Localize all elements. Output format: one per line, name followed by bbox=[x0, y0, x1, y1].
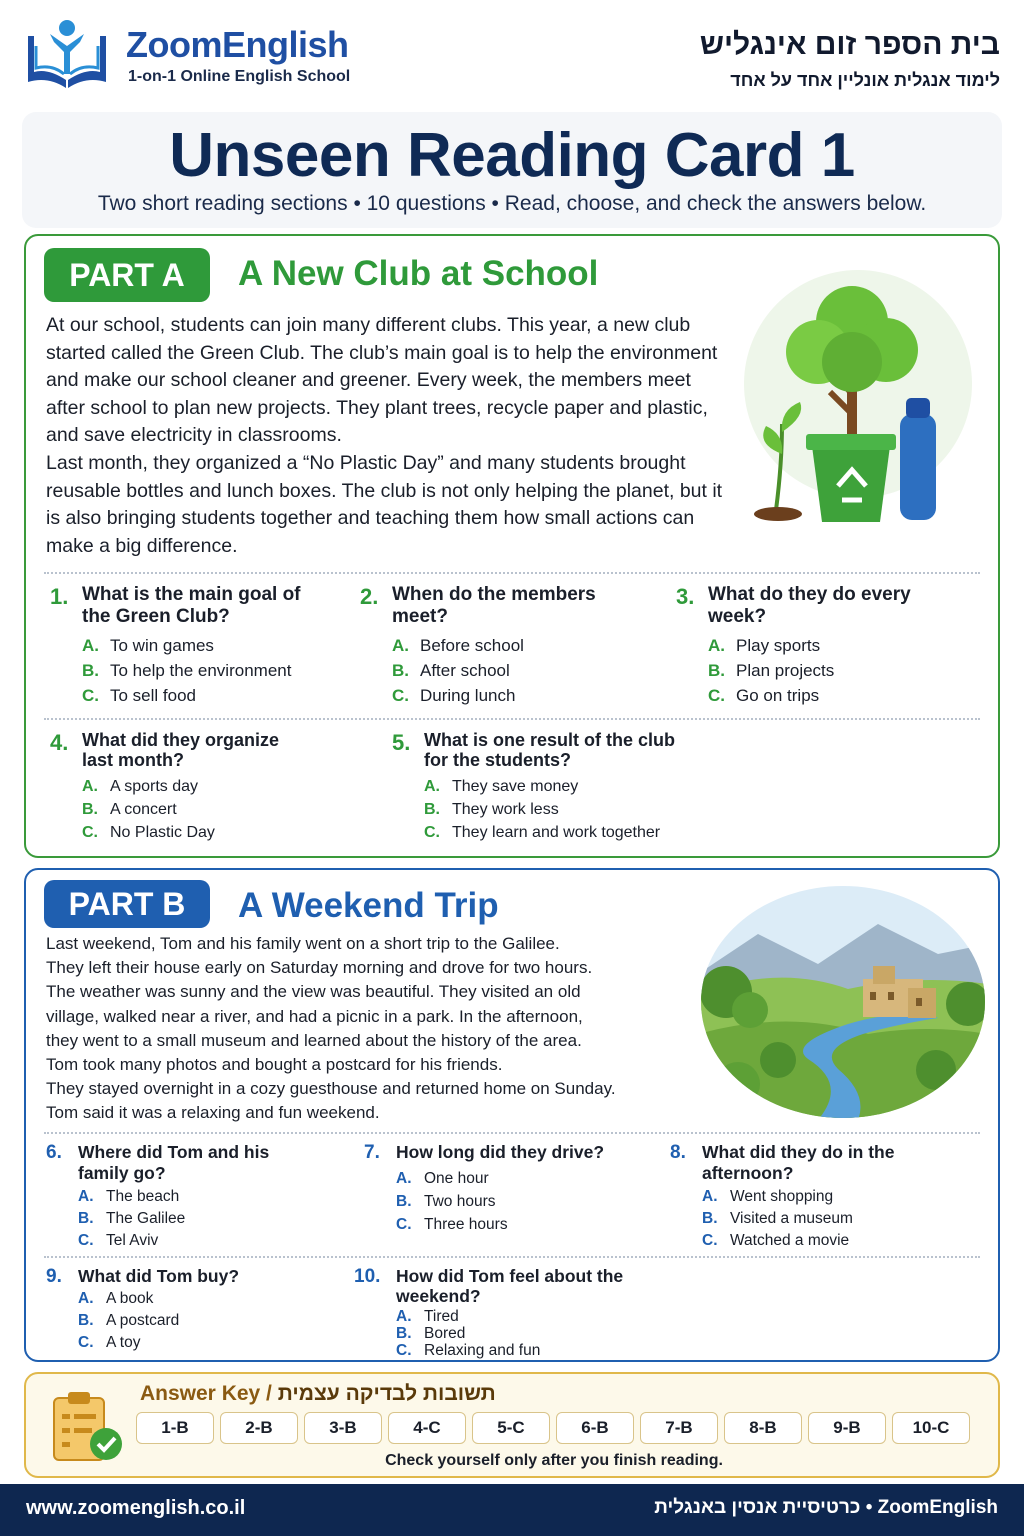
option-text: Play sports bbox=[736, 636, 821, 655]
passage-line: Last weekend, Tom and his family went on a short trip to the Galilee. bbox=[46, 934, 560, 953]
option-text: They save money bbox=[452, 778, 579, 795]
question-number: 8. bbox=[670, 1142, 686, 1163]
passage-line: village, walked near a river, and had a picnic in a park. In the afternoon, bbox=[46, 1006, 583, 1026]
answer-cell: 1-B bbox=[136, 1412, 214, 1444]
divider bbox=[44, 1256, 980, 1258]
answer-cell: 6-B bbox=[556, 1412, 634, 1444]
option-text: A sports day bbox=[110, 778, 199, 795]
hebrew-subtitle: לימוד אנגלית אונליין אחד על אחד bbox=[730, 70, 1000, 90]
option-letter: B. bbox=[78, 1210, 94, 1227]
brand-name: ZoomEnglish bbox=[126, 24, 349, 65]
answer-cell: 5-C bbox=[472, 1412, 550, 1444]
option-b[interactable] bbox=[82, 661, 291, 681]
option-letter: C. bbox=[82, 686, 99, 705]
option-letter: A. bbox=[396, 1308, 412, 1325]
option-text: Go on trips bbox=[736, 686, 820, 705]
option-text: Relaxing and fun bbox=[424, 1342, 541, 1359]
footer-website-link[interactable]: www.zoomenglish.co.il bbox=[26, 1497, 246, 1519]
option-a[interactable] bbox=[396, 1308, 459, 1325]
option-letter: C. bbox=[78, 1334, 94, 1351]
question-number: 10. bbox=[354, 1266, 381, 1287]
answer-key-title-text: Answer Key / bbox=[140, 1382, 278, 1405]
question-number: 5. bbox=[392, 730, 411, 755]
footer bbox=[0, 1484, 1024, 1536]
option-a[interactable] bbox=[82, 778, 198, 796]
option-a[interactable] bbox=[708, 636, 820, 656]
option-text: A book bbox=[106, 1290, 154, 1307]
option-letter: C. bbox=[78, 1232, 94, 1249]
question-9 bbox=[46, 1266, 336, 1352]
option-letter: C. bbox=[396, 1216, 412, 1233]
option-text: Watched a movie bbox=[730, 1232, 850, 1249]
answer-cell: 8-B bbox=[724, 1412, 802, 1444]
option-text: After school bbox=[420, 661, 510, 680]
answer-key-note: Check yourself only after you finish reading. bbox=[385, 1452, 723, 1469]
page-subtitle: Two short reading sections • 10 questions • Read, choose, and check the answers below. bbox=[97, 192, 927, 215]
option-a[interactable] bbox=[396, 1170, 489, 1188]
option-letter: B. bbox=[78, 1312, 94, 1329]
divider bbox=[44, 718, 980, 720]
answer-key-cells bbox=[136, 1412, 972, 1446]
part-b-section bbox=[24, 868, 1000, 1362]
option-c[interactable] bbox=[396, 1216, 508, 1234]
answer-cell: 4-C bbox=[388, 1412, 466, 1444]
option-text: The beach bbox=[106, 1188, 180, 1205]
option-letter: B. bbox=[424, 801, 440, 818]
option-text: Plan projects bbox=[736, 661, 835, 680]
part-b-title: A Weekend Trip bbox=[238, 886, 499, 925]
question-text: When do the members meet? bbox=[392, 584, 596, 627]
answer-cell: 2-B bbox=[220, 1412, 298, 1444]
option-a[interactable] bbox=[392, 636, 524, 656]
question-number: 9. bbox=[46, 1266, 62, 1287]
option-text: No Plastic Day bbox=[110, 824, 215, 841]
answer-key-section bbox=[24, 1372, 1000, 1478]
option-text: Three hours bbox=[424, 1216, 508, 1233]
option-text: During lunch bbox=[420, 686, 516, 705]
option-text: A toy bbox=[106, 1334, 141, 1351]
part-b-passage bbox=[46, 932, 686, 1126]
question-number: 7. bbox=[364, 1142, 380, 1163]
option-letter: C. bbox=[396, 1342, 412, 1359]
option-letter: A. bbox=[82, 636, 99, 655]
page-title: Unseen Reading Card 1 bbox=[169, 121, 855, 190]
option-a[interactable] bbox=[702, 1188, 833, 1206]
passage-paragraph: Last month, they organized a “No Plastic Day” and many students brought reusable bottles and lunch boxes. The club is not only helping the planet, but it is also bringing students together and teaching them how small actions can make a big difference. bbox=[46, 451, 723, 557]
question-text: What is the main goal of the Green Club? bbox=[82, 584, 301, 627]
option-c[interactable] bbox=[392, 686, 515, 706]
option-letter: C. bbox=[392, 686, 409, 705]
question-number: 6. bbox=[46, 1142, 62, 1163]
option-text: Bored bbox=[424, 1325, 466, 1342]
question-7 bbox=[364, 1142, 654, 1248]
option-letter: C. bbox=[702, 1232, 718, 1249]
question-number: 1. bbox=[50, 584, 69, 609]
part-b-badge: PART B bbox=[44, 880, 210, 928]
option-letter: C. bbox=[424, 824, 440, 841]
hebrew-title: בית הספר זום אינגליש bbox=[699, 28, 1000, 61]
option-c[interactable] bbox=[424, 824, 660, 842]
question-text: What did Tom buy? bbox=[78, 1266, 240, 1286]
part-a-passage bbox=[46, 312, 726, 560]
question-2 bbox=[360, 584, 650, 704]
option-text: Before school bbox=[420, 636, 524, 655]
part-a-title: A New Club at School bbox=[238, 254, 599, 293]
option-letter: A. bbox=[396, 1170, 412, 1187]
galilee-landscape-icon bbox=[698, 884, 988, 1120]
option-letter: B. bbox=[708, 661, 725, 680]
option-b[interactable] bbox=[78, 1312, 179, 1330]
header bbox=[0, 0, 1024, 108]
answer-cell: 9-B bbox=[808, 1412, 886, 1444]
option-c[interactable] bbox=[82, 824, 215, 842]
clipboard-check-icon bbox=[48, 1388, 128, 1466]
option-c[interactable] bbox=[396, 1342, 540, 1359]
question-number: 2. bbox=[360, 584, 379, 609]
option-c[interactable] bbox=[82, 686, 196, 706]
option-text: To win games bbox=[110, 636, 214, 655]
option-text: To sell food bbox=[110, 686, 196, 705]
option-letter: A. bbox=[702, 1188, 718, 1205]
answer-cell: 10-C bbox=[892, 1412, 970, 1444]
brand-tagline: 1-on-1 Online English School bbox=[128, 68, 351, 85]
option-text: Went shopping bbox=[730, 1188, 834, 1205]
passage-line: They stayed overnight in a cozy guesthouse and returned home on Sunday. bbox=[46, 1079, 616, 1099]
divider bbox=[44, 572, 980, 574]
passage-line: They left their house early on Saturday morning and drove for two hours. bbox=[46, 958, 593, 978]
option-c[interactable] bbox=[708, 686, 819, 706]
option-text: A concert bbox=[110, 801, 177, 818]
passage-paragraph: At our school, students can join many different clubs. This year, a new club started called the Green Club. The club’s main goal is to help the environment and make our school cleaner and greener. Every week, the members meet after school to plan new projects. They plant trees, recycle paper and plastic, and save electricity in classrooms. bbox=[46, 314, 718, 447]
option-a[interactable] bbox=[78, 1188, 179, 1206]
option-letter: A. bbox=[78, 1188, 94, 1205]
option-text: Tired bbox=[424, 1308, 459, 1325]
option-text: They work less bbox=[452, 801, 559, 818]
option-b[interactable] bbox=[702, 1210, 853, 1228]
question-6 bbox=[46, 1142, 336, 1248]
answer-key-title bbox=[140, 1382, 496, 1406]
option-b[interactable] bbox=[82, 801, 177, 819]
option-c[interactable] bbox=[78, 1334, 140, 1352]
option-text: One hour bbox=[424, 1170, 489, 1187]
question-text: What did they do in the afternoon? bbox=[702, 1142, 895, 1183]
answer-key-title-hebrew: תשובות לבדיקה עצמית bbox=[277, 1382, 496, 1405]
option-c[interactable] bbox=[702, 1232, 849, 1250]
option-letter: B. bbox=[392, 661, 409, 680]
footer-label: כרטיסיית אנסין באנגלית • ZoomEnglish bbox=[654, 1497, 998, 1518]
tree-recycle-bin-bottle-icon bbox=[726, 264, 986, 524]
question-text: How did Tom feel about the weekend? bbox=[396, 1266, 624, 1306]
option-b[interactable] bbox=[392, 661, 510, 681]
passage-line: The weather was sunny and the view was beautiful. They visited an old bbox=[46, 982, 581, 1002]
option-b[interactable] bbox=[78, 1210, 185, 1228]
option-a[interactable] bbox=[78, 1290, 153, 1308]
option-b[interactable] bbox=[424, 801, 559, 819]
option-letter: A. bbox=[424, 778, 440, 795]
question-number: 4. bbox=[50, 730, 69, 755]
question-text: What did they organize last month? bbox=[82, 730, 280, 770]
divider bbox=[44, 1132, 980, 1134]
question-3 bbox=[676, 584, 966, 704]
option-letter: A. bbox=[392, 636, 409, 655]
option-letter: A. bbox=[82, 778, 98, 795]
option-c[interactable] bbox=[78, 1232, 158, 1250]
option-text: A postcard bbox=[106, 1312, 180, 1329]
option-text: To help the environment bbox=[110, 661, 292, 680]
option-text: Two hours bbox=[424, 1193, 496, 1210]
option-text: Tel Aviv bbox=[106, 1232, 159, 1249]
option-letter: A. bbox=[78, 1290, 94, 1307]
option-letter: B. bbox=[396, 1193, 412, 1210]
option-text: Visited a museum bbox=[730, 1210, 853, 1227]
question-text: What is one result of the club for the students? bbox=[424, 730, 676, 770]
answer-cell: 7-B bbox=[640, 1412, 718, 1444]
option-letter: B. bbox=[82, 661, 99, 680]
option-letter: A. bbox=[708, 636, 725, 655]
question-text: Where did Tom and his family go? bbox=[78, 1142, 270, 1183]
option-a[interactable] bbox=[82, 636, 214, 656]
passage-line: Tom said it was a relaxing and fun weekend. bbox=[46, 1103, 380, 1123]
logo-book-person-icon bbox=[22, 16, 112, 96]
option-b[interactable] bbox=[396, 1325, 465, 1342]
option-letter: C. bbox=[708, 686, 725, 705]
option-text: The Galilee bbox=[106, 1210, 186, 1227]
question-8 bbox=[670, 1142, 970, 1248]
question-4 bbox=[50, 730, 350, 846]
question-number: 3. bbox=[676, 584, 695, 609]
option-a[interactable] bbox=[424, 778, 578, 796]
answer-cell: 3-B bbox=[304, 1412, 382, 1444]
option-letter: B. bbox=[702, 1210, 718, 1227]
question-1 bbox=[50, 584, 340, 704]
option-text: They learn and work together bbox=[452, 824, 661, 841]
option-b[interactable] bbox=[708, 661, 834, 681]
question-text: How long did they drive? bbox=[396, 1142, 605, 1162]
question-text: What do they do every week? bbox=[708, 584, 911, 627]
option-b[interactable] bbox=[396, 1193, 496, 1211]
part-a-section bbox=[24, 234, 1000, 858]
passage-line: Tom took many photos and bought a postcard for his friends. bbox=[46, 1055, 503, 1075]
passage-line: they went to a small museum and learned about the history of the area. bbox=[46, 1030, 582, 1050]
option-letter: B. bbox=[396, 1325, 412, 1342]
option-letter: B. bbox=[82, 801, 98, 818]
part-a-badge: PART A bbox=[44, 248, 210, 302]
question-5 bbox=[392, 730, 722, 846]
title-banner bbox=[22, 112, 1002, 228]
question-10 bbox=[354, 1266, 674, 1359]
option-letter: C. bbox=[82, 824, 98, 841]
